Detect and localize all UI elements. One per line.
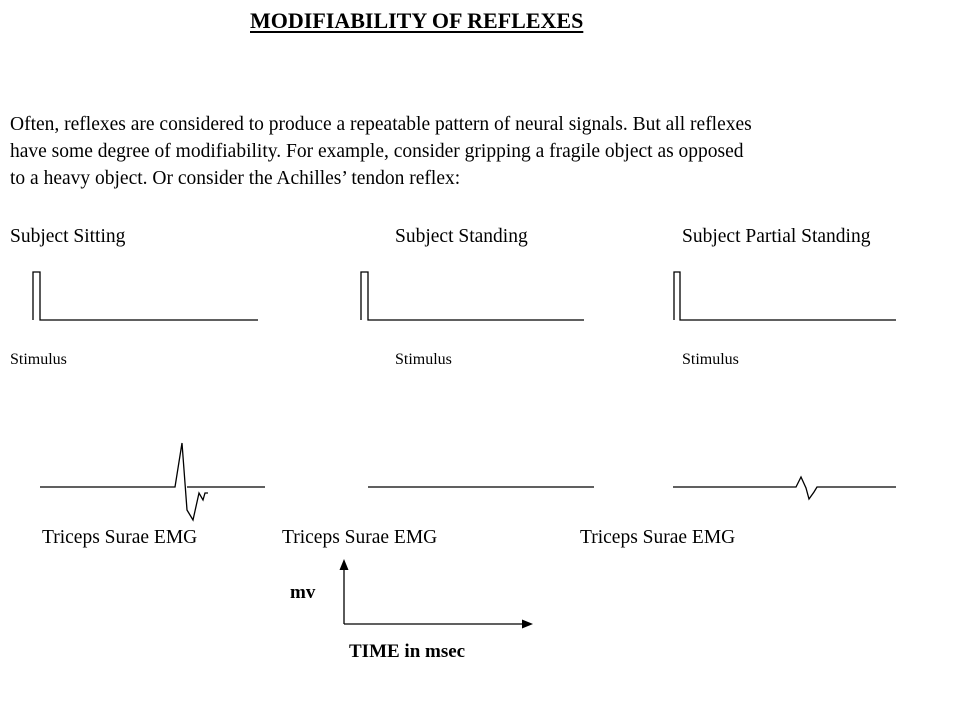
stimulus-label-partial-standing: Stimulus xyxy=(682,351,739,368)
emg-trace-partial-standing xyxy=(673,477,896,499)
x-axis-label: TIME in msec xyxy=(349,641,466,662)
stimulus-trace-standing xyxy=(361,272,584,320)
stimulus-label-standing: Stimulus xyxy=(395,351,452,368)
condition-label-partial-standing: Subject Partial Standing xyxy=(682,226,871,247)
intro-line: to a heavy object. Or consider the Achilles’ tendon reflex: xyxy=(10,168,461,189)
condition-label-standing: Subject Standing xyxy=(395,226,528,247)
emg-label-sitting: Triceps Surae EMG xyxy=(42,527,198,548)
x-axis-arrowhead xyxy=(522,620,533,629)
stimulus-trace-partial-standing xyxy=(674,272,896,320)
intro-line: have some degree of modifiability. For example, consider gripping a fragile object as opposed xyxy=(10,141,744,162)
stimulus-label-sitting: Stimulus xyxy=(10,351,67,368)
stimulus-trace-sitting xyxy=(33,272,258,320)
emg-trace-sitting xyxy=(40,443,208,520)
intro-line: Often, reflexes are considered to produce a repeatable pattern of neural signals. But all reflexes xyxy=(10,114,752,135)
condition-label-sitting: Subject Sitting xyxy=(10,226,126,247)
emg-label-standing: Triceps Surae EMG xyxy=(282,527,438,548)
y-axis-arrowhead xyxy=(340,559,349,570)
y-axis-label: mv xyxy=(290,582,316,603)
emg-label-partial-standing: Triceps Surae EMG xyxy=(580,527,736,548)
page-title: MODIFIABILITY OF REFLEXES xyxy=(250,8,584,33)
